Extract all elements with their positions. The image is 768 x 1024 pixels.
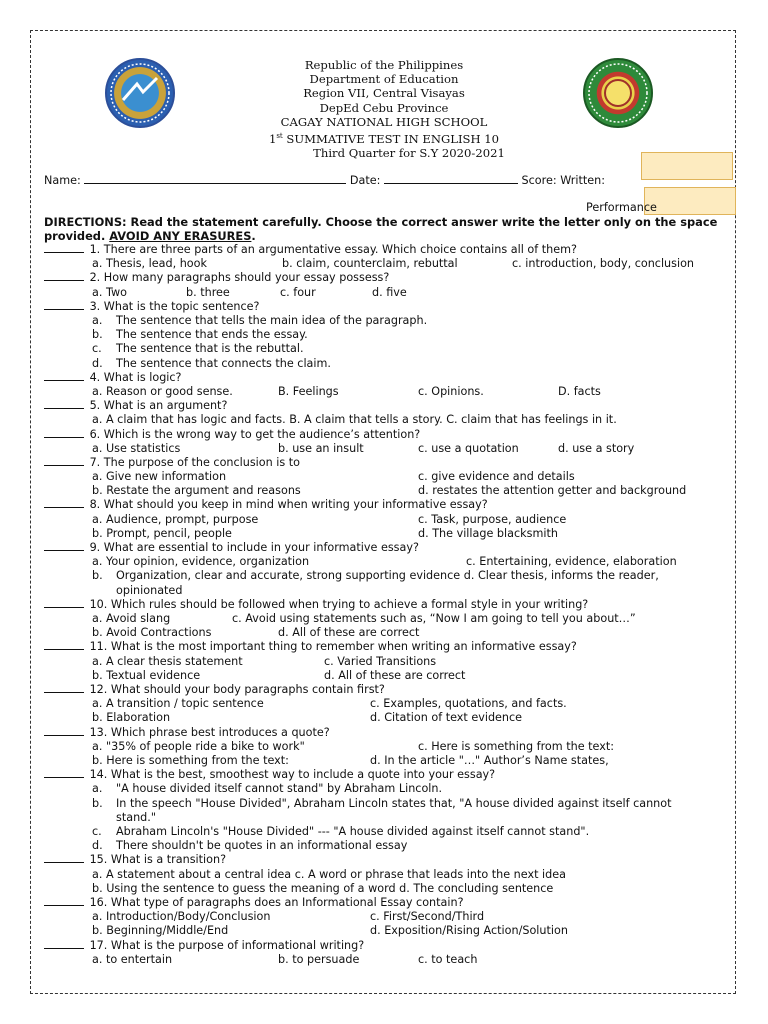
score-written-label: Score: Written: — [521, 174, 605, 187]
header-department: Department of Education — [309, 72, 459, 87]
question-14: 14. What is the best, smoothest way to include a quote into your essay? — [44, 768, 734, 782]
answer-blank[interactable] — [44, 777, 84, 778]
question-17: 17. What is the purpose of informational writing? — [44, 939, 734, 953]
header-test-title: 1st SUMMATIVE TEST IN ENGLISH 10 — [268, 131, 500, 146]
q12-options-bd: b. Elaboration d. Citation of text evidence — [92, 711, 523, 725]
header-region: Region VII, Central Visayas — [303, 86, 465, 101]
question-6: 6. Which is the wrong way to get the audience’s attention? — [44, 428, 734, 442]
q16-options-bd: b. Beginning/Middle/End d. Exposition/Rising Action/Solution — [92, 924, 568, 938]
answer-blank[interactable] — [44, 408, 84, 409]
answer-blank[interactable] — [44, 607, 84, 608]
answer-blank[interactable] — [44, 862, 84, 863]
q12-options-ac: a. A transition / topic sentence c. Examples, quotations, and facts. — [92, 697, 567, 711]
q13-options-bd: b. Here is something from the text: d. In the article "…" Author’s Name states, — [92, 753, 609, 767]
q13-options-ac: a. "35% of people ride a bike to work" c. Here is something from the text: — [92, 739, 614, 753]
q3-option-a: a. The sentence that tells the main idea of the paragraph. — [92, 313, 428, 327]
q8-options-ac: a. Audience, prompt, purpose c. Task, purpose, audience — [92, 512, 567, 526]
answer-blank[interactable] — [44, 550, 84, 551]
q10-options-ac: a. Avoid slang c. Avoid using statements such as, “Now I am going to tell you about…” — [92, 612, 636, 626]
q6-options: a. Use statistics b. use an insult c. use a quotation d. use a story — [92, 441, 635, 455]
performance-label: Performance — [586, 201, 657, 214]
answer-blank[interactable] — [44, 252, 84, 253]
q8-options-bd: b. Prompt, pencil, people d. The village blacksmith — [92, 526, 558, 540]
answer-blank[interactable] — [44, 380, 84, 381]
question-8: 8. What should you keep in mind when writing your informative essay? — [44, 498, 734, 512]
name-field[interactable] — [84, 183, 346, 184]
q16-options-ac: a. Introduction/Body/Conclusion c. First/Second/Third — [92, 910, 485, 924]
q17-options: a. to entertain b. to persuade c. to teach — [92, 952, 478, 966]
question-2: 2. How many paragraphs should your essay possess? — [44, 271, 734, 285]
answer-blank[interactable] — [44, 309, 84, 310]
date-label: Date: — [349, 174, 381, 187]
q14-option-c: c. Abraham Lincoln's "House Divided" --- "A house divided against itself cannot stand". — [92, 824, 590, 838]
question-4: 4. What is logic? — [44, 371, 734, 385]
answer-blank[interactable] — [44, 735, 84, 736]
answer-blank[interactable] — [44, 692, 84, 693]
question-1: 1. There are three parts of an argumentative essay. Which choice contains all of them? — [44, 243, 734, 257]
avoid-erasures: AVOID ANY ERASURES — [109, 229, 252, 243]
question-16: 16. What type of paragraphs does an Informational Essay contain? — [44, 896, 734, 910]
question-11: 11. What is the most important thing to remember when writing an informative essay? — [44, 640, 734, 654]
question-12: 12. What should your body paragraphs contain first? — [44, 683, 734, 697]
q14-option-a: a. "A house divided itself cannot stand" by Abraham Lincoln. — [92, 782, 443, 796]
q11-options-bd: b. Textual evidence d. All of these are correct — [92, 668, 466, 682]
q15-options-bd: b. Using the sentence to guess the meaning of a word d. The concluding sentence — [92, 881, 554, 895]
answer-blank[interactable] — [44, 280, 84, 281]
performance-score-box[interactable] — [644, 187, 736, 215]
question-9: 9. What are essential to include in your informative essay? — [44, 541, 734, 555]
question-13: 13. Which phrase best introduces a quote? — [44, 726, 734, 740]
q5-options: a. A claim that has logic and facts. B. A claim that tells a story. C. claim that has feelings in it. — [92, 413, 617, 427]
question-15: 15. What is a transition? — [44, 853, 734, 867]
written-score-box[interactable] — [641, 152, 733, 180]
question-10: 10. Which rules should be followed when trying to achieve a formal style in your writing? — [44, 598, 734, 612]
q3-option-c: c. The sentence that is the rebuttal. — [92, 342, 304, 356]
question-7: 7. The purpose of the conclusion is to — [44, 456, 734, 470]
date-field[interactable] — [384, 183, 518, 184]
q7-options-bd: b. Restate the argument and reasons d. restates the attention getter and background — [92, 484, 687, 498]
header-republic: Republic of the Philippines — [304, 58, 464, 72]
document-header — [0, 58, 768, 160]
answer-blank[interactable] — [44, 507, 84, 508]
q2-options: a. Two b. three c. four d. five — [92, 285, 407, 299]
question-3: 3. What is the topic sentence? — [44, 300, 734, 314]
q3-option-b: b. The sentence that ends the essay. — [92, 328, 308, 342]
header-school: CAGAY NATIONAL HIGH SCHOOL — [280, 114, 488, 129]
q1-options: a. Thesis, lead, hook b. claim, counterclaim, rebuttal c. introduction, body, conclusion — [92, 257, 695, 271]
header-division: DepEd Cebu Province — [319, 100, 449, 115]
directions: DIRECTIONS: Read the statement carefully. Choose the correct answer write the letter only on the space provided. AVOID ANY ERASURES. — [44, 215, 718, 243]
q3-option-d: d. The sentence that connects the claim. — [92, 356, 331, 370]
q9-option-b: b. Organization, clear and accurate, strong supporting evidence d. Clear thesis, informs the reader, opinionated — [92, 569, 659, 597]
q14-option-d: d. There shouldn't be quotes in an informational essay — [92, 839, 408, 853]
answer-blank[interactable] — [44, 649, 84, 650]
answer-blank[interactable] — [44, 948, 84, 949]
answer-blank[interactable] — [44, 905, 84, 906]
header-quarter: Third Quarter for S.Y 2020-2021 — [313, 146, 505, 161]
q4-options: a. Reason or good sense. B. Feelings c. Opinions. D. facts — [92, 384, 601, 398]
answer-blank[interactable] — [44, 465, 84, 466]
student-info-row — [44, 174, 605, 187]
name-label: Name: — [44, 174, 81, 187]
q7-options-ac: a. Give new information c. give evidence and details — [92, 470, 575, 484]
q15-options-ac: a. A statement about a central idea c. A word or phrase that leads into the next idea — [92, 867, 566, 881]
question-5: 5. What is an argument? — [44, 399, 734, 413]
question-list — [44, 243, 734, 967]
q11-options-ac: a. A clear thesis statement c. Varied Transitions — [92, 654, 437, 668]
q9-options-ac: a. Your opinion, evidence, organization c. Entertaining, evidence, elaboration — [92, 555, 677, 569]
q10-options-bd: b. Avoid Contractions d. All of these are correct — [92, 626, 420, 640]
answer-blank[interactable] — [44, 437, 84, 438]
q14-option-b: b. In the speech "House Divided", Abraham Lincoln states that, "A house divided against itself cannot stand." — [92, 796, 672, 824]
